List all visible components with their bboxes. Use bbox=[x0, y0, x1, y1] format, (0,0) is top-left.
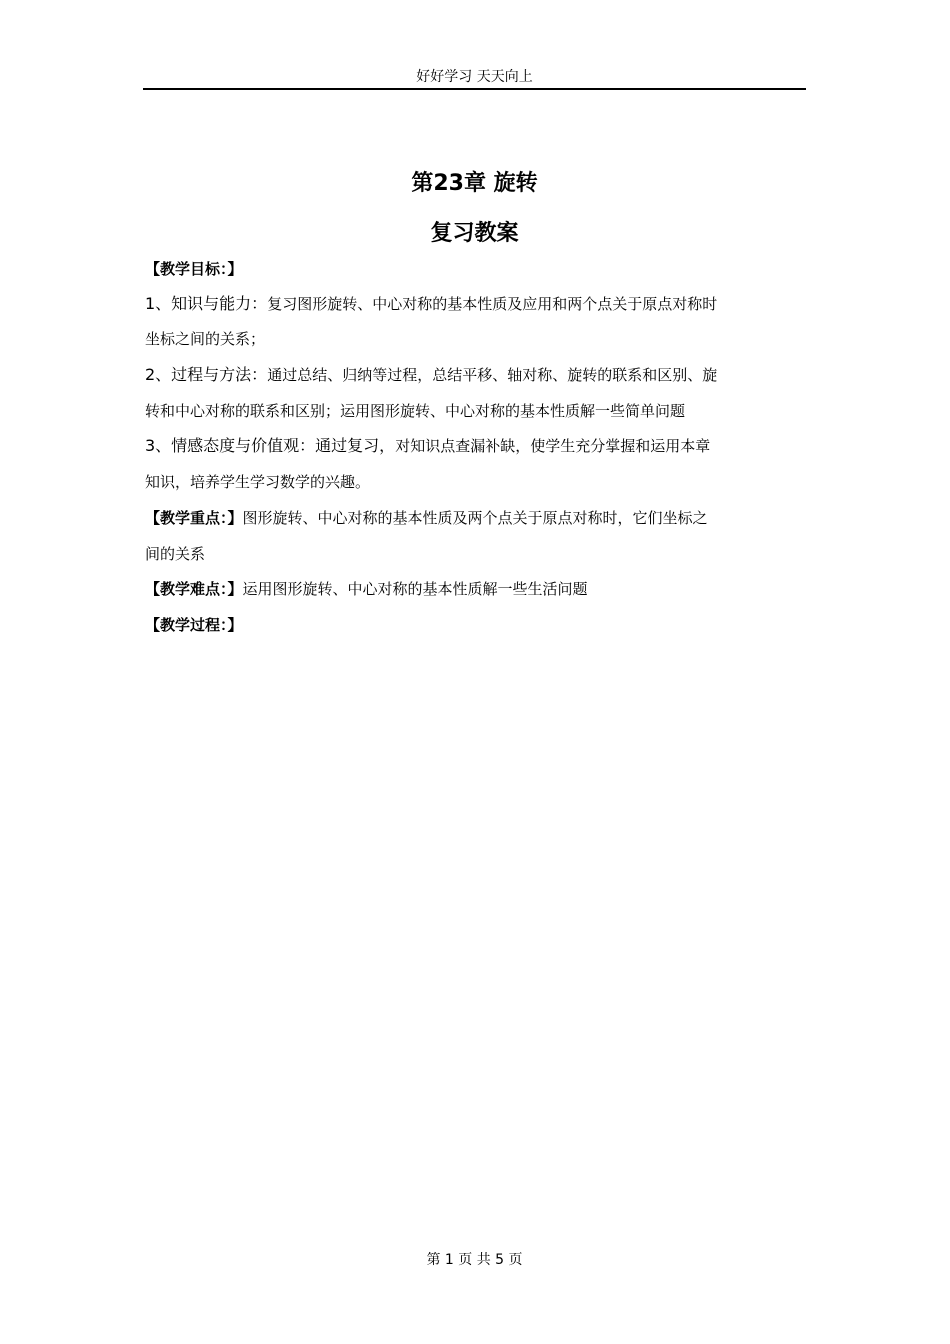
objective-1-text: 复习图形旋转、中心对称的基本性质及应用和两个点关于原点对称时 bbox=[267, 295, 718, 313]
process-heading: 【教学过程：】 bbox=[145, 616, 243, 634]
objective-3-text: 对知识点查漏补缺，使学生充分掌握和运用本章 bbox=[395, 437, 711, 455]
lesson-subtitle: 复习教案 bbox=[430, 221, 519, 246]
page-footer: 第 1 页 共 5 页 bbox=[426, 1252, 523, 1268]
objective-2-text: 通过总结、归纳等过程，总结平移、轴对称、旋转的联系和区别、旋 bbox=[267, 366, 718, 384]
difficulties-line bbox=[145, 578, 808, 600]
objective-2-line-2: 转和中心对称的联系和区别；运用图形旋转、中心对称的基本性质解一些简单问题 bbox=[145, 402, 686, 420]
page-header: 好好学习 天天向上 bbox=[416, 69, 533, 85]
key-points-text: 图形旋转、中心对称的基本性质及两个点关于原点对称时，它们坐标之 bbox=[242, 509, 708, 527]
objectives-heading: 【教学目标：】 bbox=[145, 260, 243, 278]
objective-3-line-1 bbox=[145, 435, 808, 457]
key-points-line-2: 间的关系 bbox=[145, 545, 206, 563]
objective-3-label: 3、情感态度与价值观：通过复习， bbox=[145, 436, 396, 455]
difficulties-heading: 【教学难点：】 bbox=[145, 580, 243, 598]
chapter-title: 第23章 旋转 bbox=[411, 171, 538, 196]
objective-3-line-2: 知识，培养学生学习数学的兴趣。 bbox=[145, 473, 371, 491]
difficulties-text: 运用图形旋转、中心对称的基本性质解一些生活问题 bbox=[242, 580, 588, 598]
objective-1-line-2: 坐标之间的关系； bbox=[145, 330, 266, 348]
objective-1-label: 1、知识与能力： bbox=[145, 294, 268, 313]
key-points-heading: 【教学重点：】 bbox=[145, 509, 243, 527]
objective-2-label: 2、过程与方法： bbox=[145, 365, 268, 384]
header-rule bbox=[143, 88, 806, 90]
objective-2-line-1 bbox=[145, 364, 808, 386]
objective-1-line-1 bbox=[145, 293, 808, 315]
key-points-line-1 bbox=[145, 507, 808, 529]
